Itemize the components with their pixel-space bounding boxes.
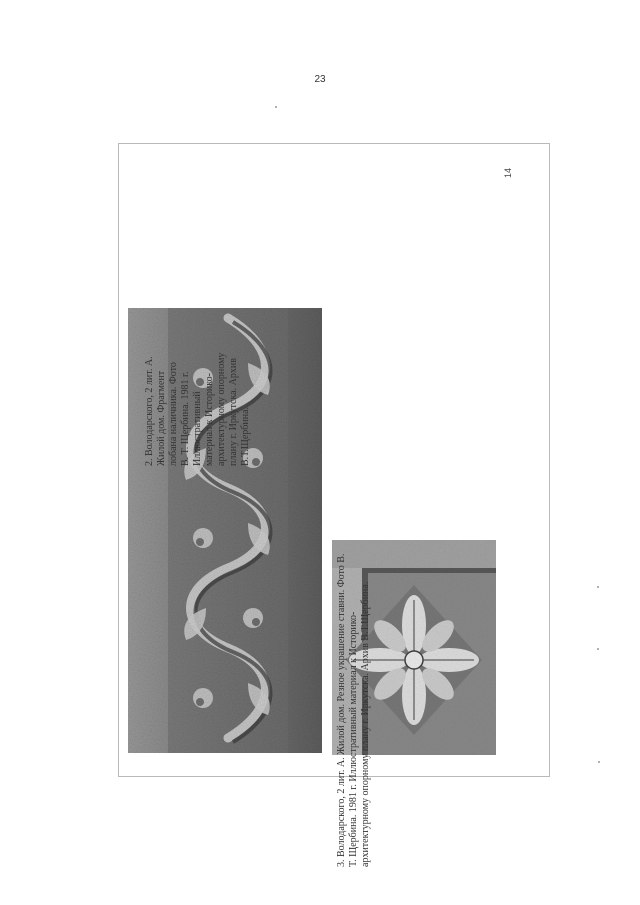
caption-line: 3. Володарского, 2 лит. А. Жилой дом. Резное украшение ставни. Фото В.: [336, 553, 347, 867]
caption-line: архитектурному опорному плану г. Иркутска. Архив В.Т.Щербина.: [360, 581, 371, 867]
scan-speck: [598, 761, 600, 763]
page-number: 23: [314, 74, 326, 85]
caption-line: В. Т. Щербина. 1981 г.: [180, 371, 191, 466]
caption-line: архитектурному опорному: [216, 352, 227, 466]
caption-line: Т. Щербина. 1981 г. Иллюстративный материал к Историко-: [348, 611, 359, 867]
caption-line: Жилой дом. Фрагмент: [156, 370, 167, 466]
caption-line: Иллюстративный: [192, 391, 203, 466]
scan-speck: [597, 586, 599, 588]
caption-line: В.Т.Щербина.: [240, 406, 251, 466]
scan-speck: [597, 648, 599, 650]
caption-line: 2. Володарского, 2 лит. А.: [144, 356, 155, 466]
caption-line: лобана наличника. Фото: [168, 362, 179, 466]
caption-line: плану г. Иркутска. Архив: [228, 358, 239, 466]
scan-speck: [275, 106, 277, 108]
caption-line: материал к Историко-: [204, 373, 215, 466]
frame-page-number: 14: [503, 167, 513, 178]
